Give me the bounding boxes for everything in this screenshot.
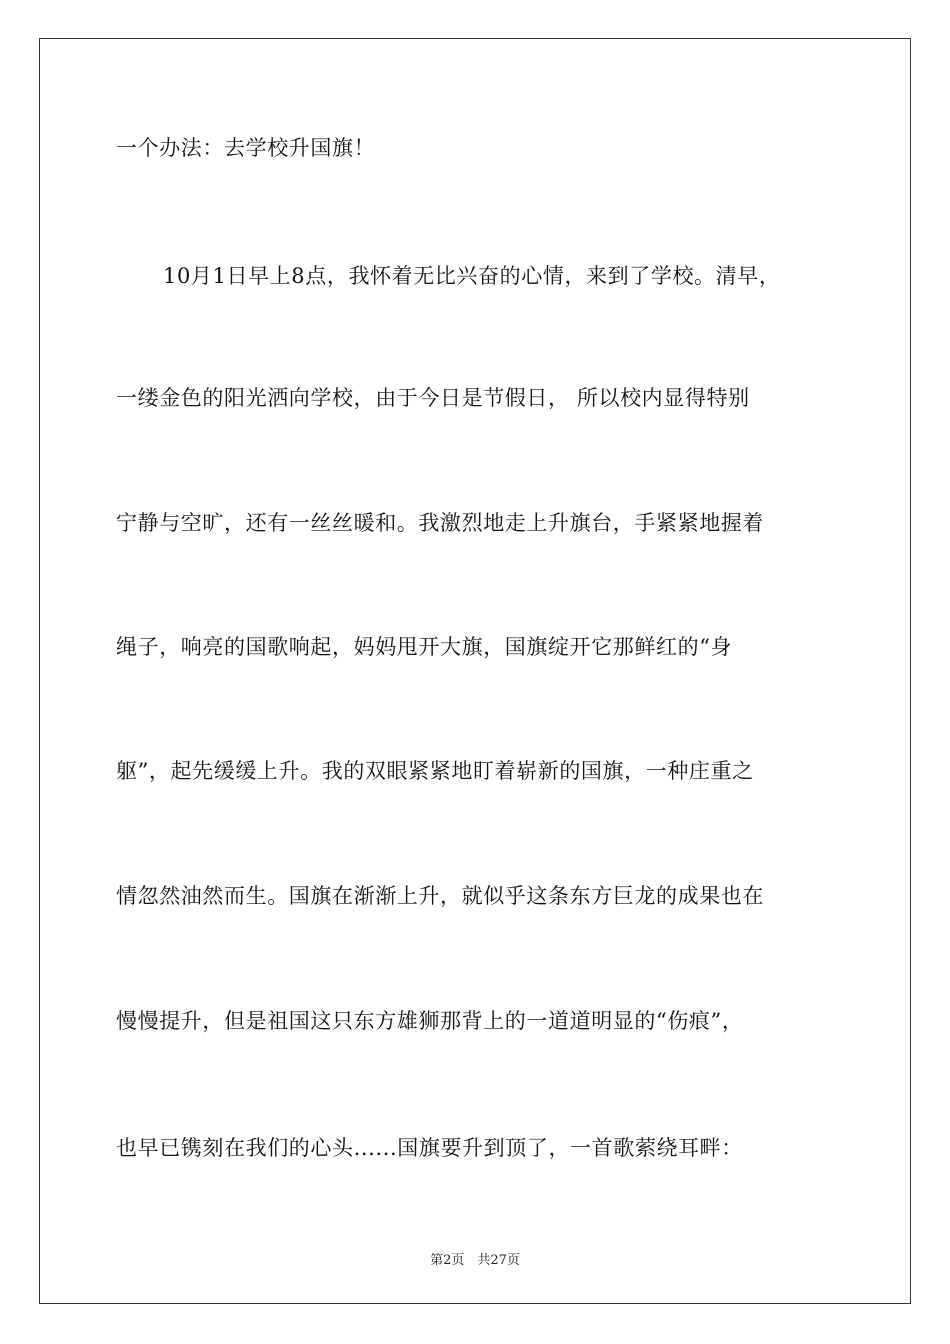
text-line: 绳子，响亮的国歌响起，妈妈甩开大旗，国旗绽开它那鲜红的“身	[116, 635, 733, 659]
page-number: 第2页 共27页	[430, 1253, 520, 1268]
text-line: 宁静与空旷，还有一丝丝暖和。我激烈地走上升旗台，手紧紧地握着	[116, 511, 764, 535]
text-line: 躯”，起先缓缓上升。我的双眼紧紧地盯着崭新的国旗，一种庄重之	[116, 759, 754, 783]
text-line: 也早已镌刻在我们的心头......国旗要升到顶了，一首歌萦绕耳畔：	[116, 1136, 743, 1160]
text-line: 慢慢提升，但是祖国这只东方雄狮那背上的一道道明显的“伤痕”，	[116, 1009, 744, 1033]
page-border	[39, 38, 911, 1304]
text-line: 情忽然油然而生。国旗在渐渐上升，就似乎这条东方巨龙的成果也在	[116, 884, 764, 908]
text-line: 一缕金色的阳光洒向学校，由于今日是节假日， 所以校内显得特别	[116, 386, 750, 410]
text-line: 10月1日早上8点，我怀着无比兴奋的心情，来到了学校。清早，	[163, 264, 781, 288]
text-line: 一个办法：去学校升国旗！	[116, 136, 376, 160]
